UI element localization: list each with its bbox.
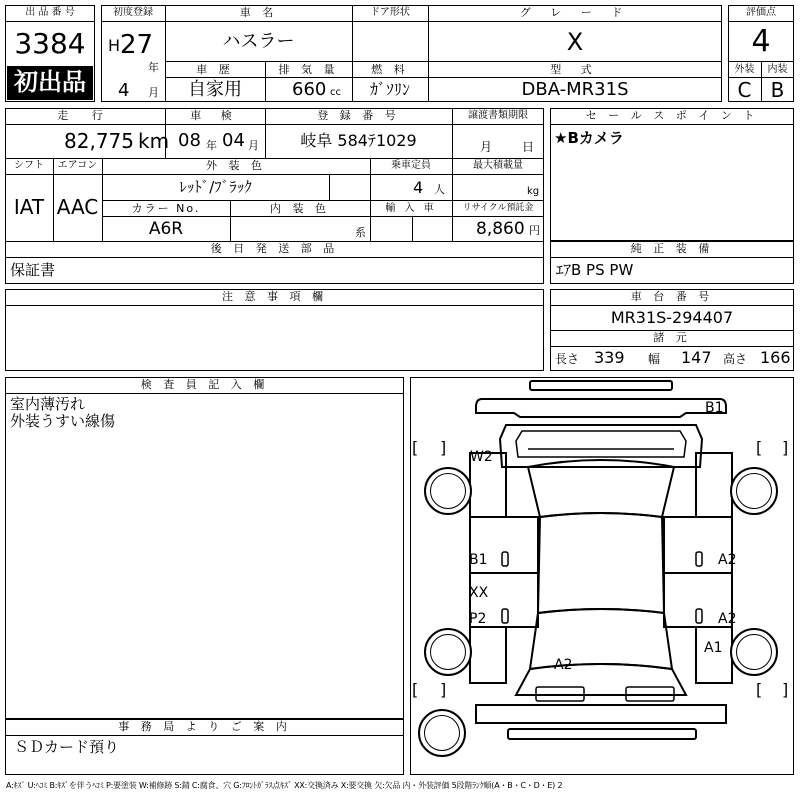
code-b1-top: B1 [705, 400, 724, 416]
svg-text:[: [ [412, 438, 419, 457]
month-unit: 月 [148, 86, 159, 99]
ac-label: エアコン [57, 160, 98, 171]
office-label: 事 務 局 よ り ご 案 内 [118, 720, 291, 733]
code-w2: W2 [470, 449, 493, 465]
selling-points-box [550, 108, 794, 241]
reg-year: 27 [120, 30, 154, 60]
svg-text:]: ] [782, 680, 789, 699]
selling-points-label: セ ー ル ス ポ イ ン ト [585, 109, 759, 122]
lot-label: 出 品 番 号 [25, 7, 75, 18]
grade-label: グ レ ー ド [519, 6, 631, 19]
first-reg-label: 初度登録 [113, 7, 153, 18]
plate: 岐阜 584ﾃ1029 [300, 131, 417, 150]
transfer-label: 譲渡書類期限 [468, 110, 528, 121]
spare-wheel [418, 709, 466, 757]
displacement: 660 [292, 79, 327, 100]
length-label: 長さ [555, 352, 580, 366]
grade: X [566, 28, 584, 56]
capacity-label: 乗車定員 [391, 160, 431, 171]
score: 4 [751, 24, 771, 59]
history: 自家用 [188, 79, 242, 100]
exterior-label: 外装 [734, 64, 755, 75]
car-name: ハスラー [222, 31, 295, 52]
front-bumper [476, 399, 726, 417]
history-label: 車 歴 [196, 63, 234, 76]
inspector-label: 検 査 員 記 入 欄 [140, 378, 269, 391]
capacity: 4 [413, 178, 424, 197]
roof-rail-bottom [508, 729, 696, 739]
wheel-rear-right [730, 628, 778, 676]
inspection-month-unit: 月 [248, 139, 259, 152]
mileage: 82,775 [64, 129, 134, 153]
shift: IAT [13, 195, 45, 219]
shift-label: シフト [14, 160, 44, 171]
width: 147 [681, 348, 712, 367]
mileage-unit: km [138, 129, 170, 153]
length: 339 [594, 348, 625, 367]
recycle-unit: 円 [529, 224, 540, 237]
svg-text:[: [ [756, 438, 763, 457]
selling-points: ★Bカメラ [554, 129, 624, 147]
code-b1-left: B1 [469, 552, 488, 568]
fuel: ｶﾞｿﾘﾝ [369, 80, 410, 99]
chassis-label: 車 台 番 号 [630, 290, 714, 303]
transfer-day-unit: 日 [522, 140, 535, 154]
left-side [470, 453, 538, 683]
color-no: A6R [148, 219, 184, 239]
svg-text:]: ] [440, 680, 447, 699]
dims-label: 諸 元 [653, 331, 691, 344]
rear-window [530, 609, 672, 669]
legend: A:ｷｽﾞ U:ﾍｺﾐ B:ｷｽﾞを伴うﾍｺﾐ P:要塗装 W:補修跡 S:錆 C:腐食、穴 G:ﾌﾛﾝﾄｶﾞﾗｽ点ｷｽﾞ XX:交換済み X:要交換 欠:欠品 内・外装評価 5段階ﾗﾝｸ順(A・B・C・D・E) 2 [6, 781, 563, 790]
roof [538, 513, 664, 613]
import-label: 輸 入 車 [385, 203, 437, 214]
load-label: 最大積載量 [473, 160, 523, 171]
displacement-label: 排 気 量 [278, 63, 339, 76]
exterior-grade: C [737, 78, 752, 102]
car-diagram [410, 377, 794, 775]
notes-label: 注 意 事 項 欄 [222, 290, 327, 303]
inspector-line-2: 外装うすい線傷 [10, 412, 116, 430]
interior-label: 内装 [767, 64, 788, 75]
lot-number: 3384 [14, 27, 86, 60]
equipment: ｴｱB PS PW [556, 261, 634, 279]
windshield [528, 460, 674, 517]
rear-gate [516, 664, 686, 695]
first-listing-text: 初出品 [14, 68, 86, 96]
svg-text:]: ] [440, 438, 447, 457]
later-parts: 保証書 [10, 261, 56, 279]
code-p2: P2 [469, 611, 487, 627]
model: DBA-MR31S [521, 79, 629, 100]
roof-rail-top [530, 381, 672, 390]
ac: AAC [56, 195, 99, 219]
rear-bumper [476, 705, 726, 723]
model-label: 型 式 [550, 63, 600, 76]
inspection-label: 車 検 [190, 109, 240, 122]
reg-month: 4 [118, 80, 130, 101]
wheel-front-right [730, 467, 778, 515]
code-a2-right: A2 [718, 552, 737, 568]
wheel-front-left [424, 467, 472, 515]
office-text: ＳＤカード預り [14, 738, 120, 756]
plate-label: 登 録 番 号 [317, 109, 400, 122]
recycle: 8,860 [476, 219, 525, 239]
color: ﾚｯﾄﾞ/ﾌﾞﾗｯｸ [179, 178, 252, 196]
chassis-number: MR31S-294407 [610, 308, 734, 327]
code-a2-bottom: A2 [554, 657, 573, 673]
year-unit: 年 [148, 61, 159, 74]
later-parts-label: 後 日 発 送 部 品 [210, 242, 339, 255]
code-a2-right-2: A2 [718, 611, 737, 627]
capacity-unit: 人 [434, 183, 445, 196]
height-label: 高さ [723, 352, 748, 366]
wheel-rear-left [424, 628, 472, 676]
code-xx: XX [469, 585, 489, 601]
svg-text:[: [ [756, 680, 763, 699]
code-a1: A1 [704, 640, 723, 656]
interior-grade: B [770, 78, 785, 102]
inspection-year: 08 [178, 130, 201, 151]
recycle-label: リサイクル預託金 [462, 203, 534, 213]
inspector-line-1: 室内薄汚れ [10, 395, 86, 413]
inspection-month: 04 [222, 130, 245, 151]
transfer-month-unit: 月 [480, 140, 493, 154]
score-label: 評価点 [746, 7, 776, 18]
load-unit: kg [527, 186, 540, 197]
fuel-label: 燃 料 [371, 63, 409, 76]
width-label: 幅 [648, 352, 661, 366]
color-label: 外 装 色 [206, 159, 266, 172]
equipment-label: 純 正 装 備 [630, 242, 714, 255]
door-label: ドア形状 [370, 7, 410, 18]
color-no-label: カラー No. [131, 202, 201, 215]
era: H [108, 36, 121, 55]
displacement-unit: cc [330, 87, 341, 98]
car-name-label: 車 名 [239, 6, 278, 19]
interior-color-unit: 系 [355, 226, 366, 239]
interior-color-label: 内 装 色 [270, 202, 330, 215]
inspection-year-unit: 年 [206, 139, 217, 152]
height: 166 [760, 348, 791, 367]
mileage-label: 走 行 [57, 109, 113, 122]
svg-text:[: [ [412, 680, 419, 699]
svg-text:]: ] [782, 438, 789, 457]
